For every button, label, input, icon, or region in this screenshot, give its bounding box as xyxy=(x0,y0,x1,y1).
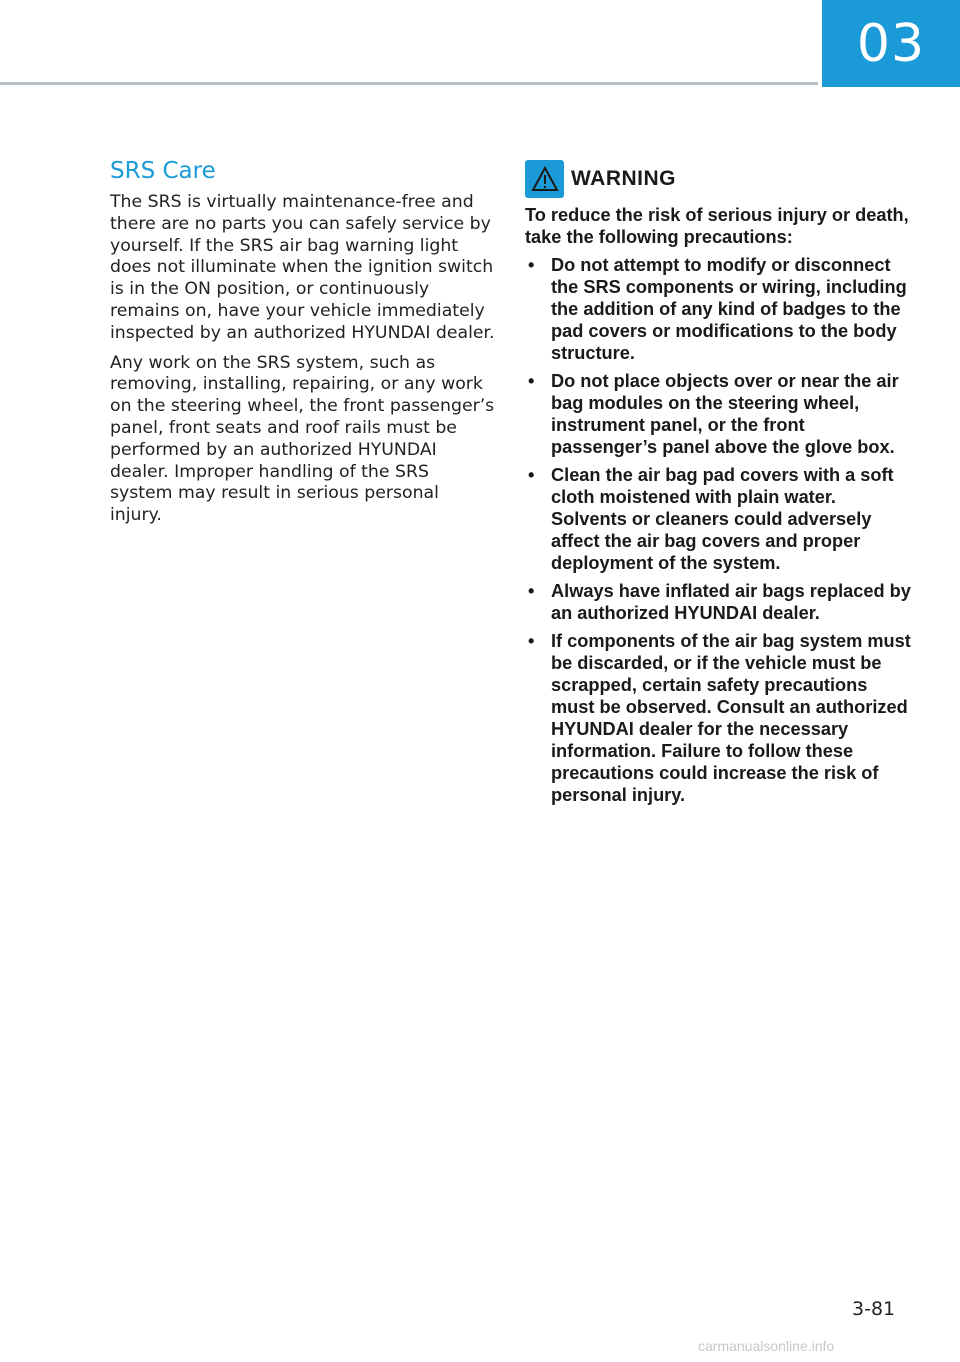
header-rule xyxy=(0,82,818,85)
warning-box xyxy=(525,160,915,812)
warning-item xyxy=(525,370,915,458)
section-title: SRS Care xyxy=(110,158,216,184)
warning-title: WARNING xyxy=(571,167,676,190)
bullet-icon: • xyxy=(528,371,535,391)
warning-item xyxy=(525,580,915,624)
bullet-icon: • xyxy=(528,465,535,485)
page-number: 3-81 xyxy=(852,1298,896,1320)
warning-item-text: If components of the air bag system must be discarded, or if the vehicle must be scrapped, certain safety precautions must be observed. Consult an authorized HYUNDAI dealer for the necessary information. Failure to follow these precautions could increase the risk of personal injury. xyxy=(551,631,911,805)
warning-item xyxy=(525,630,915,806)
bullet-icon: • xyxy=(528,581,535,601)
warning-triangle-icon xyxy=(525,160,564,198)
watermark: carmanualsonline.info xyxy=(698,1338,835,1354)
warning-item-text: Clean the air bag pad covers with a soft cloth moistened with plain water. Solvents or cleaners could adversely affect the air bag covers and proper deployment of the system. xyxy=(551,465,894,573)
warning-item-text: Do not attempt to modify or disconnect the SRS components or wiring, including the addition of any kind of badges to the pad covers or modifications to the body structure. xyxy=(551,255,907,363)
warning-header xyxy=(525,160,915,198)
warning-item-text: Always have inflated air bags replaced by an authorized HYUNDAI dealer. xyxy=(551,581,911,623)
warning-intro: To reduce the risk of serious injury or death, take the following precautions: xyxy=(525,205,909,247)
srs-care-section xyxy=(110,158,495,535)
body-paragraph-2: Any work on the SRS system, such as removing, installing, repairing, or any work on the steering wheel, the front passenger’s panel, front seats and roof rails must be performed by an authorized HYUNDAI dealer. Improper handling of the SRS system may result in serious personal injury. xyxy=(110,352,495,526)
warning-item xyxy=(525,254,915,364)
body-paragraph-1: The SRS is virtually maintenance-free and there are no parts you can safely service by yourself. If the SRS air bag warning light does not illuminate when the ignition switch is in the ON position, or continuously remains on, have your vehicle immediately inspected by an authorized HYUNDAI dealer. xyxy=(110,192,495,343)
chapter-tab: 03 xyxy=(822,0,960,87)
bullet-icon: • xyxy=(528,631,535,651)
warning-list xyxy=(525,254,915,806)
warning-item-text: Do not place objects over or near the air bag modules on the steering wheel, instrument panel, or the front passenger’s panel above the glove box. xyxy=(551,371,899,457)
bullet-icon: • xyxy=(528,255,535,275)
warning-item xyxy=(525,464,915,574)
